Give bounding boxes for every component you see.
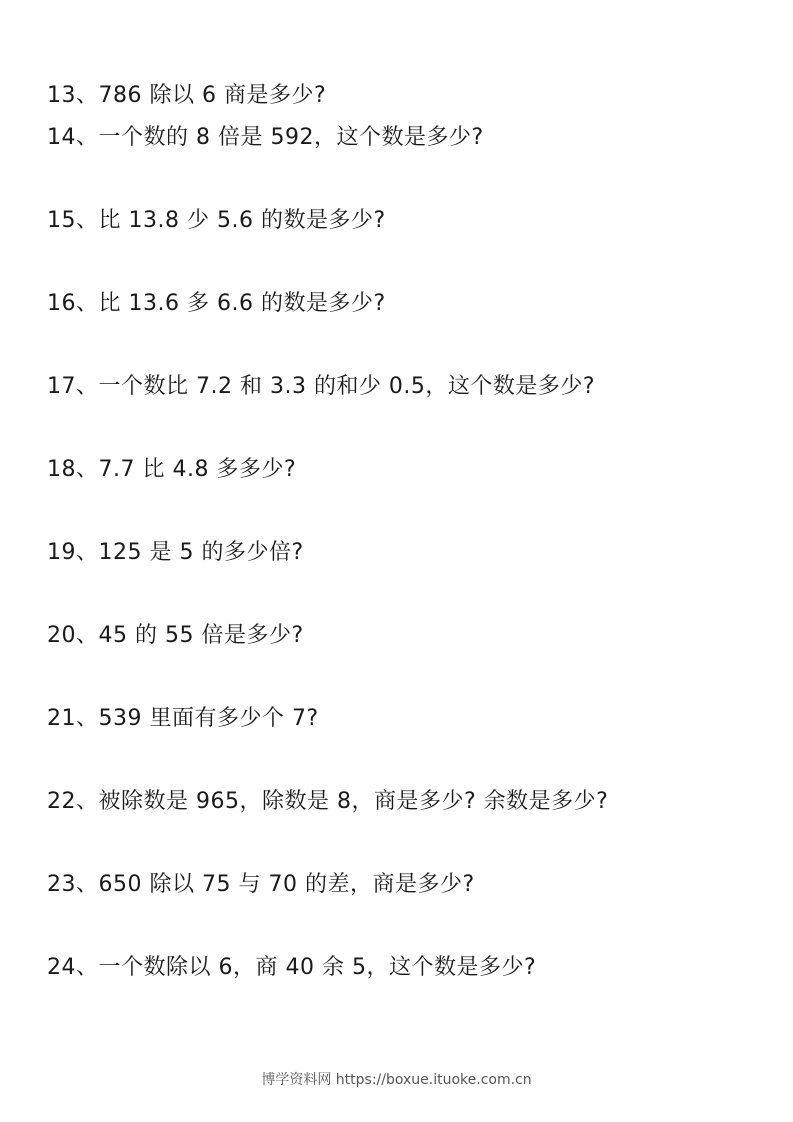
- question-16: 16、比 13.6 多 6.6 的数是多少?: [47, 291, 386, 316]
- question-17: 17、一个数比 7.2 和 3.3 的和少 0.5，这个数是多少?: [47, 374, 596, 399]
- question-18: 18、7.7 比 4.8 多多少?: [47, 457, 297, 482]
- question-20: 20、45 的 55 倍是多少?: [47, 623, 304, 648]
- question-21: 21、539 里面有多少个 7?: [47, 706, 319, 731]
- question-15: 15、比 13.8 少 5.6 的数是多少?: [47, 208, 386, 233]
- question-24: 24、一个数除以 6，商 40 余 5，这个数是多少?: [47, 955, 537, 980]
- question-14: 14、一个数的 8 倍是 592，这个数是多少?: [47, 125, 484, 150]
- question-23: 23、650 除以 75 与 70 的差，商是多少?: [47, 872, 475, 897]
- question-22: 22、被除数是 965，除数是 8，商是多少? 余数是多少?: [47, 789, 609, 814]
- footer-watermark: 博学资料网 https://boxue.ituoke.com.cn: [261, 1072, 532, 1088]
- question-13: 13、786 除以 6 商是多少?: [47, 83, 327, 108]
- question-19: 19、125 是 5 的多少倍?: [47, 540, 304, 565]
